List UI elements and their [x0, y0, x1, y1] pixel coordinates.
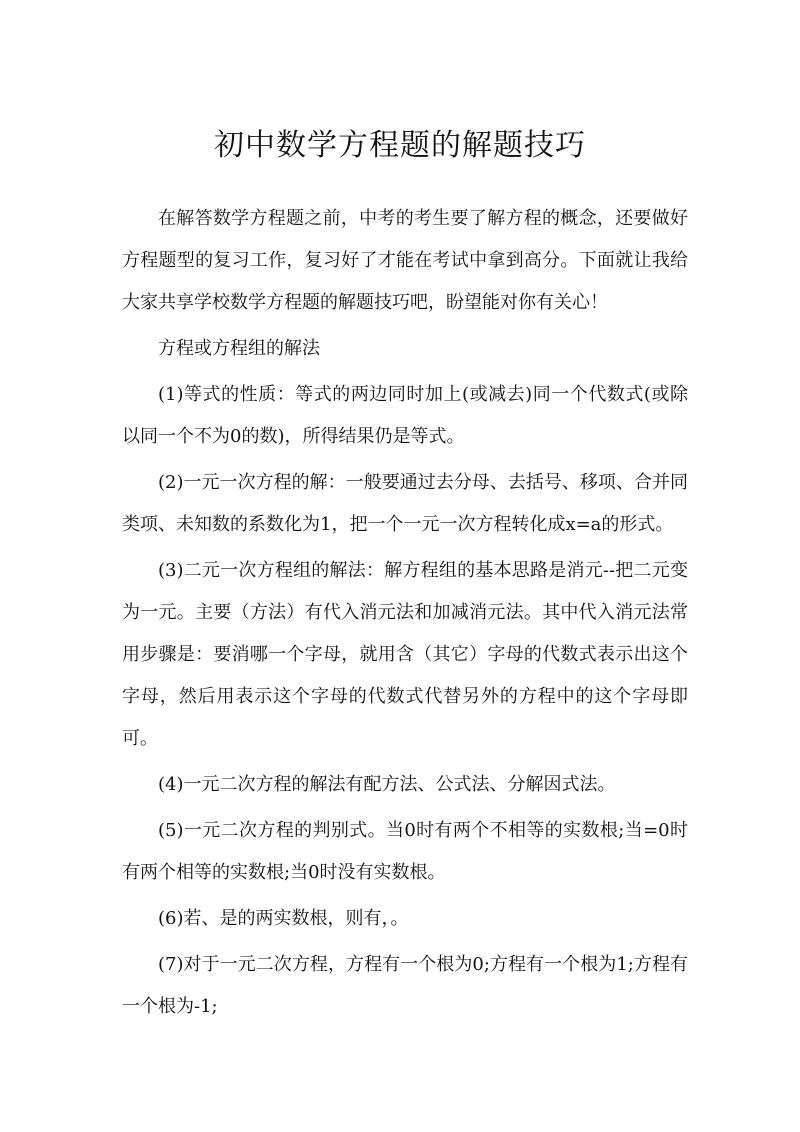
- document-body: [122, 198, 688, 1032]
- document-title: 初中数学方程题的解题技巧: [214, 128, 586, 163]
- paragraph-item-7: (7)对于一元二次方程，方程有一个根为0;方程有一个根为1;方程有一个根为-1;: [122, 954, 688, 1017]
- paragraph-item-5: (5)一元二次方程的判别式。当0时有两个不相等的实数根;当=0时有两个相等的实数根;当0时没有实数根。: [122, 820, 688, 883]
- paragraph-item-2: (2)一元一次方程的解：一般要通过去分母、去括号、移项、合并同类项、未知数的系数化为1，把一个一元一次方程转化成x=a的形式。: [122, 472, 688, 535]
- paragraph-item-3: (3)二元一次方程组的解法：解方程组的基本思路是消元--把二元变为一元。主要（方法）有代入消元法和加减消元法。其中代入消元法常用步骤是：要消哪一个字母，就用含（其它）字母的代数式表示出这个字母，然后用表示这个字母的代数式代替另外的方程中的这个字母即可。: [122, 560, 688, 749]
- paragraph-item-1: (1)等式的性质：等式的两边同时加上(或减去)同一个代数式(或除以同一个不为0的数)，所得结果仍是等式。: [122, 384, 688, 447]
- paragraph-item-4: (4)一元二次方程的解法有配方法、公式法、分解因式法。: [158, 774, 616, 795]
- paragraph-intro: 在解答数学方程题之前，中考的考生要了解方程的概念，还要做好方程题型的复习工作，复习好了才能在考试中拿到高分。下面就让我给大家共享学校数学方程题的解题技巧吧，盼望能对你有关心！: [122, 208, 688, 313]
- section-heading: 方程或方程组的解法: [158, 338, 320, 359]
- paragraph-item-6: (6)若、是的两实数根，则有，。: [158, 908, 409, 929]
